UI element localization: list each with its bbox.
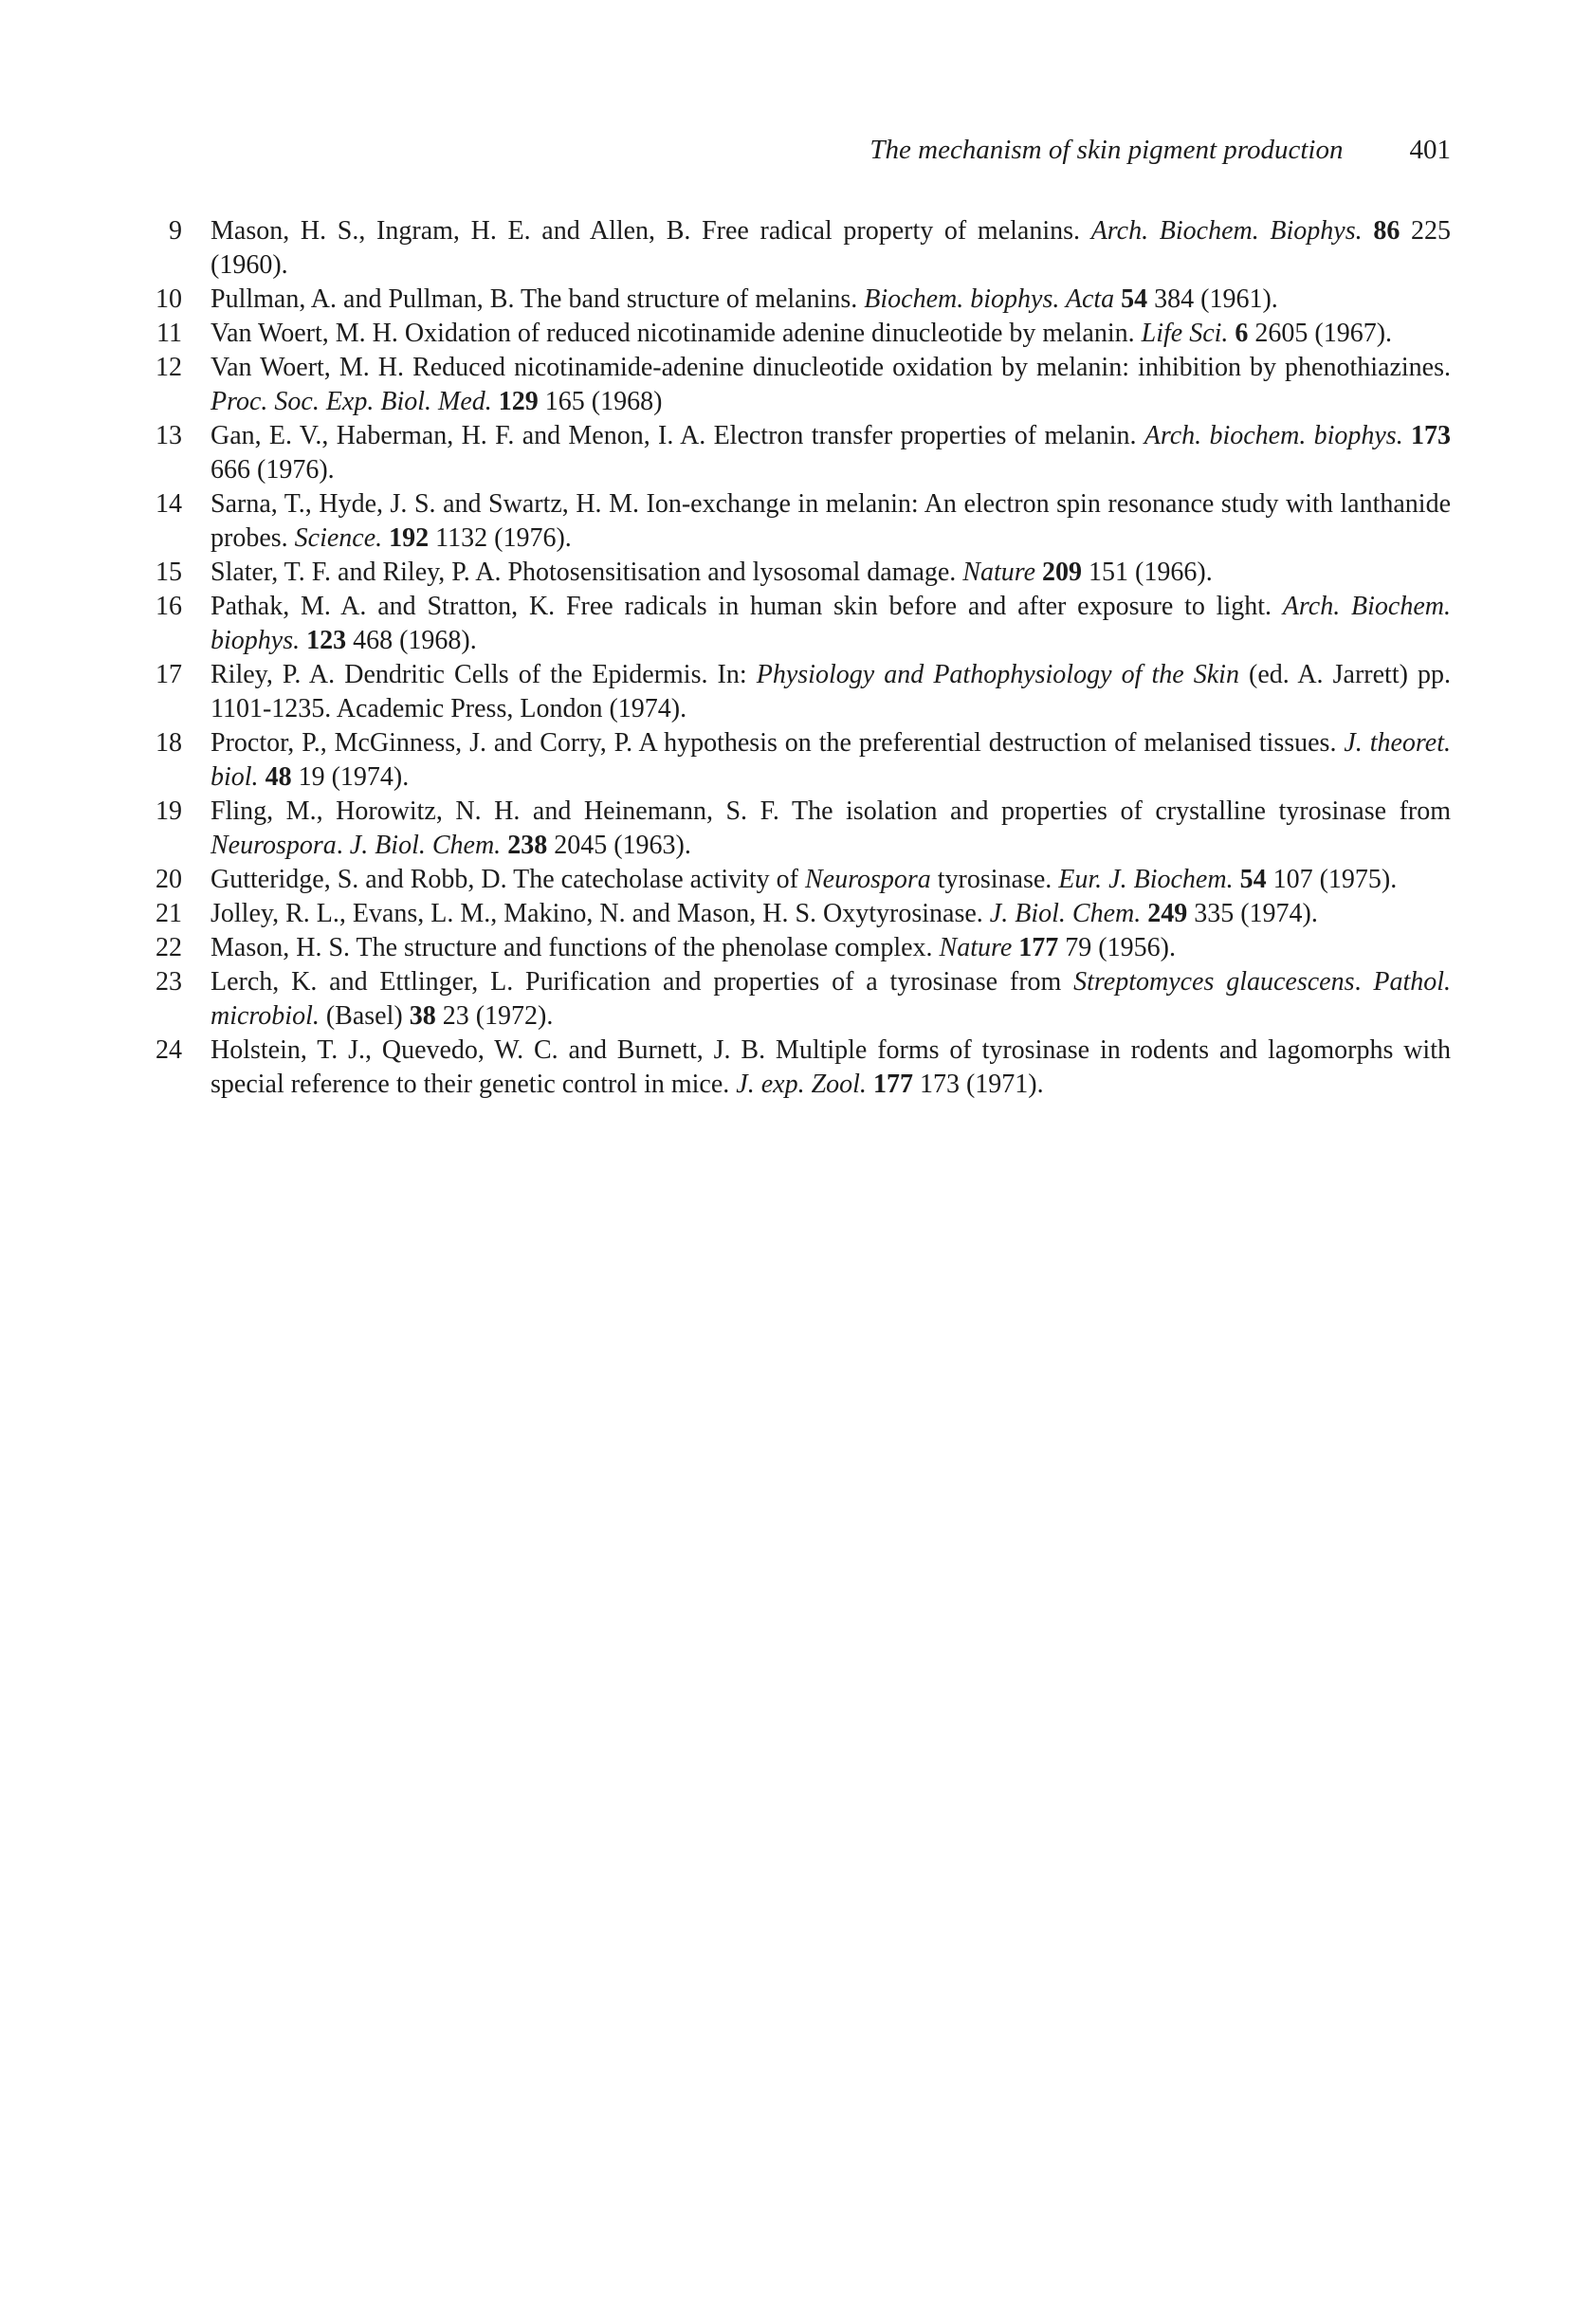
reference-item bbox=[142, 1034, 1451, 1102]
reference-number: 13 bbox=[156, 421, 182, 450]
reference-number: 15 bbox=[156, 558, 182, 587]
reference-number: 23 bbox=[156, 967, 182, 997]
reference-item bbox=[142, 897, 1451, 931]
reference-number: 21 bbox=[156, 899, 182, 928]
reference-item bbox=[142, 283, 1451, 317]
reference-number: 20 bbox=[156, 865, 182, 894]
reference-text: Sarna, T., Hyde, J. S. and Swartz, H. M. Ion-exchange in melanin: An electron spin resonance study with lanthanide probes. Science. 192 1132 (1976). bbox=[210, 489, 1451, 553]
reference-number: 10 bbox=[156, 284, 182, 314]
reference-item bbox=[142, 487, 1451, 556]
reference-item bbox=[142, 931, 1451, 965]
reference-item bbox=[142, 556, 1451, 590]
reference-text: Mason, H. S., Ingram, H. E. and Allen, B. Free radical property of melanins. Arch. Biochem. Biophys. 86 225 (1960). bbox=[210, 216, 1451, 280]
reference-item bbox=[142, 863, 1451, 897]
reference-number: 14 bbox=[156, 489, 182, 519]
reference-item bbox=[142, 965, 1451, 1034]
reference-text: Pathak, M. A. and Stratton, K. Free radicals in human skin before and after exposure to light. Arch. Biochem. biophys. 123 468 (1968). bbox=[210, 592, 1451, 655]
reference-item bbox=[142, 214, 1451, 283]
reference-number: 19 bbox=[156, 796, 182, 826]
reference-number: 18 bbox=[156, 728, 182, 758]
reference-text: Jolley, R. L., Evans, L. M., Makino, N. and Mason, H. S. Oxytyrosinase. J. Biol. Chem. 249 335 (1974). bbox=[210, 899, 1318, 928]
reference-text: Gan, E. V., Haberman, H. F. and Menon, I. A. Electron transfer properties of melanin. Arch. biochem. biophys. 173 666 (1976). bbox=[210, 421, 1451, 485]
reference-item bbox=[142, 658, 1451, 726]
running-head bbox=[0, 0, 1574, 167]
running-head-title: The mechanism of skin pigment production bbox=[869, 135, 1344, 165]
reference-number: 9 bbox=[169, 216, 182, 246]
reference-text: Gutteridge, S. and Robb, D. The catecholase activity of Neurospora tyrosinase. Eur. J. Biochem. 54 107 (1975). bbox=[210, 865, 1398, 894]
reference-list bbox=[0, 214, 1574, 1102]
reference-text: Proctor, P., McGinness, J. and Corry, P. A hypothesis on the preferential destruction of melanised tissues. J. theoret. biol. 48 19 (1974). bbox=[210, 728, 1451, 792]
reference-text: Holstein, T. J., Quevedo, W. C. and Burnett, J. B. Multiple forms of tyrosinase in rodents and lagomorphs with special reference to their genetic control in mice. J. exp. Zool. 177 173 (1971). bbox=[210, 1035, 1451, 1099]
reference-number: 24 bbox=[156, 1035, 182, 1065]
reference-item bbox=[142, 726, 1451, 795]
page-number: 401 bbox=[1409, 135, 1451, 165]
reference-text: Riley, P. A. Dendritic Cells of the Epidermis. In: Physiology and Pathophysiology of the Skin (ed. A. Jarrett) pp. 1101-1235. Academic Press, London (1974). bbox=[210, 660, 1452, 723]
reference-number: 12 bbox=[156, 353, 182, 382]
reference-text: Pullman, A. and Pullman, B. The band structure of melanins. Biochem. biophys. Acta 54 384 (1961). bbox=[210, 284, 1278, 314]
reference-number: 11 bbox=[156, 319, 182, 348]
reference-number: 22 bbox=[156, 933, 182, 962]
reference-item bbox=[142, 590, 1451, 658]
reference-item bbox=[142, 419, 1451, 487]
reference-text: Van Woert, M. H. Reduced nicotinamide-adenine dinucleotide oxidation by melanin: inhibition by phenothiazines. Proc. Soc. Exp. Biol. Med. 129 165 (1968) bbox=[210, 353, 1451, 416]
reference-text: Lerch, K. and Ettlinger, L. Purification and properties of a tyrosinase from Streptomyces glaucescens. Pathol. microbiol. (Basel) 38 23 (1972). bbox=[210, 967, 1452, 1031]
reference-number: 17 bbox=[156, 660, 182, 689]
reference-item bbox=[142, 317, 1451, 351]
reference-text: Fling, M., Horowitz, N. H. and Heinemann, S. F. The isolation and properties of crystalline tyrosinase from Neurospora. J. Biol. Chem. 238 2045 (1963). bbox=[210, 796, 1451, 860]
reference-item bbox=[142, 351, 1451, 419]
reference-number: 16 bbox=[156, 592, 182, 621]
reference-text: Mason, H. S. The structure and functions of the phenolase complex. Nature 177 79 (1956). bbox=[210, 933, 1176, 962]
reference-text: Van Woert, M. H. Oxidation of reduced nicotinamide adenine dinucleotide by melanin. Life Sci. 6 2605 (1967). bbox=[210, 319, 1393, 348]
reference-text: Slater, T. F. and Riley, P. A. Photosensitisation and lysosomal damage. Nature 209 151 (1966). bbox=[210, 558, 1213, 587]
reference-item bbox=[142, 795, 1451, 863]
